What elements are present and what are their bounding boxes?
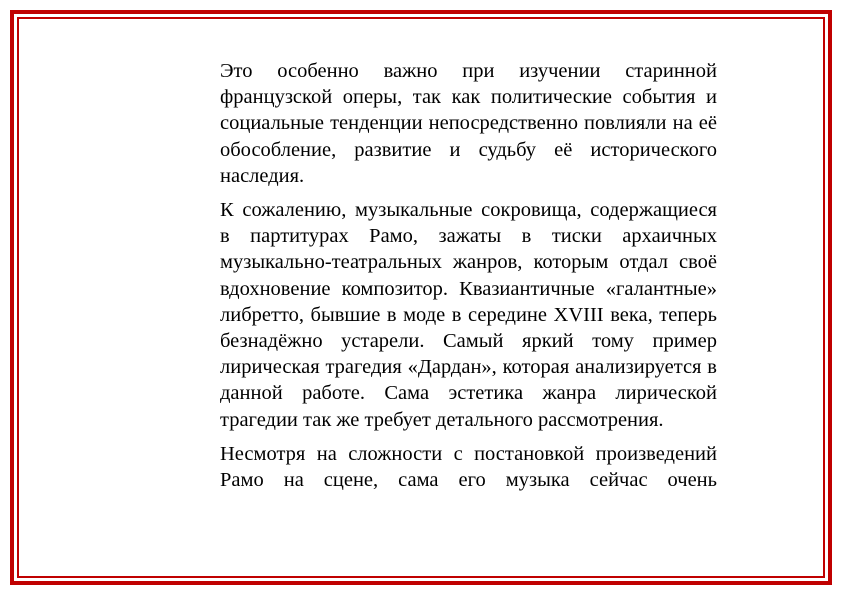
paragraph-3: Несмотря на сложности с постановкой произведений Рамо на сцене, сама его музыка сейчас очень (220, 442, 717, 492)
paragraph-1: Это особенно важно при изучении старинной французской оперы, так как политические события и социальные тенденции непосредственно повлияли на её обособление, развитие и судьбу её исторического наследия. (220, 60, 717, 187)
paragraph-2: К сожалению, музыкальные сокровища, содержащиеся в партитурах Рамо, зажаты в тиски архаичных музыкально-театральных жанров, которым отдал своё вдохновение композитор. Квазиантичные «галантные» либретто, бывшие в моде в середине XVIII века, теперь безнадёжно устарели. Самый яркий тому пример лирическая трагедия «Дардан», которая анализируется в данной работе. Сама эстетика жанра лирической трагедии так же требует детального рассмотрения. (220, 199, 717, 431)
document-body (220, 58, 717, 501)
